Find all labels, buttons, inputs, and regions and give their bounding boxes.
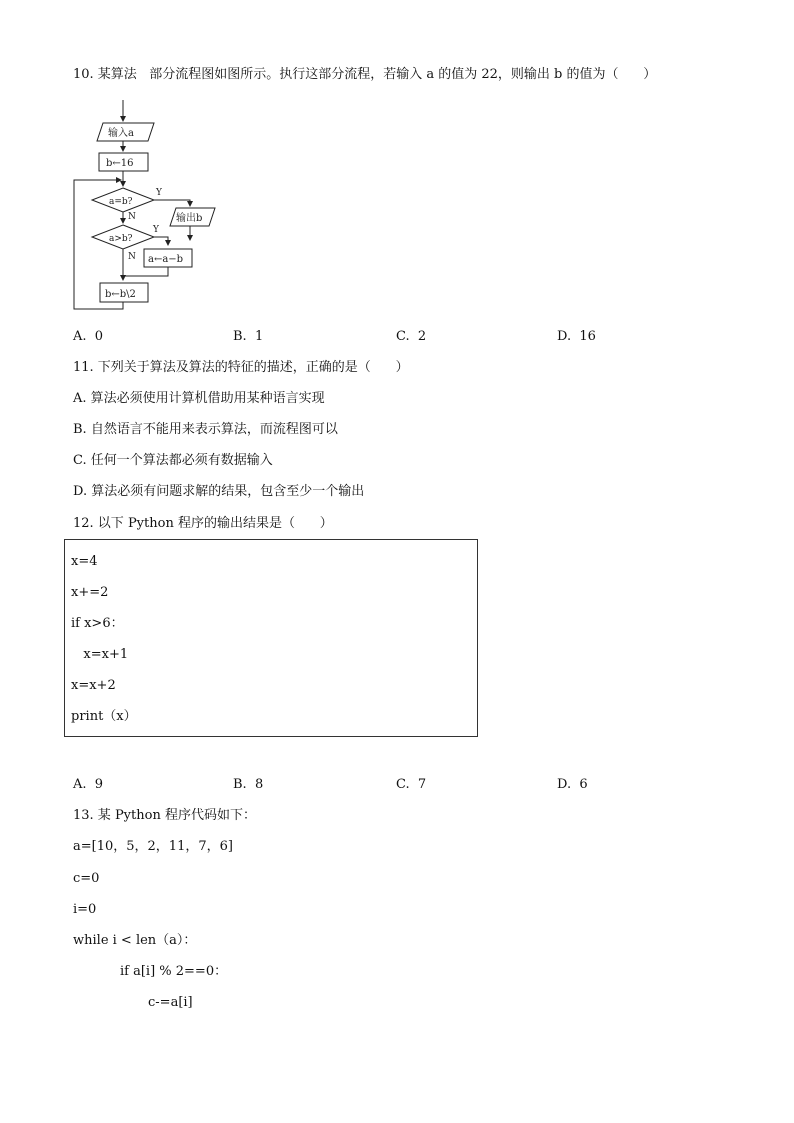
q12-option-b: B. 8 bbox=[233, 777, 264, 792]
q10-stem: 10. 某算法 部分流程图如图所示。执行这部分流程，若输入 a 的值为 22，则输出 b 的值为（ ） bbox=[73, 67, 657, 82]
flow-yes-label-2: Y bbox=[153, 225, 159, 235]
q12-option-d: D. 6 bbox=[557, 777, 588, 792]
q10-option-d: D. 16 bbox=[557, 329, 596, 344]
q12-code-line-3: if x>6： bbox=[71, 616, 124, 631]
q12-option-a: A. 9 bbox=[73, 777, 104, 792]
flowchart bbox=[64, 100, 224, 312]
q11-option-c: C. 任何一个算法都必须有数据输入 bbox=[73, 453, 273, 468]
q13-code-line-5: if a[i] % 2==0： bbox=[120, 964, 228, 979]
q13-code-line-6: c-=a[i] bbox=[148, 995, 193, 1010]
flow-assign-label: a←a−b bbox=[148, 254, 184, 265]
flow-init-label: b←16 bbox=[106, 158, 134, 169]
flow-input-label: 输入a bbox=[108, 128, 134, 139]
q13-code-line-1: a=[10，5，2，11，7，6] bbox=[73, 839, 233, 854]
q10-option-c: C. 2 bbox=[396, 329, 427, 344]
q13-code-line-3: i=0 bbox=[73, 902, 97, 917]
q11-option-a: A. 算法必须使用计算机借助用某种语言实现 bbox=[73, 391, 325, 406]
flow-cond1-label: a=b? bbox=[109, 197, 133, 207]
flow-yes-label-1: Y bbox=[156, 188, 162, 198]
q11-option-b: B. 自然语言不能用来表示算法，而流程图可以 bbox=[73, 422, 338, 437]
q11-stem: 11. 下列关于算法及算法的特征的描述，正确的是（ ） bbox=[73, 360, 409, 375]
q12-code-line-4: x=x+1 bbox=[71, 647, 129, 662]
q12-option-c: C. 7 bbox=[396, 777, 427, 792]
q12-code-line-6: print（x） bbox=[71, 709, 137, 724]
q13-code-line-4: while i < len（a）： bbox=[73, 933, 197, 948]
q12-code-line-2: x+=2 bbox=[71, 585, 109, 600]
q13-stem: 13. 某 Python 程序代码如下： bbox=[73, 808, 256, 823]
q11-option-d: D. 算法必须有问题求解的结果，包含至少一个输出 bbox=[73, 484, 365, 499]
q10-option-b: B. 1 bbox=[233, 329, 264, 344]
flow-no-label-1: N bbox=[128, 212, 136, 222]
q10-option-a: A. 0 bbox=[73, 329, 104, 344]
q12-code-line-5: x=x+2 bbox=[71, 678, 116, 693]
flow-no-label-2: N bbox=[128, 252, 136, 262]
flow-output-label: 输出b bbox=[176, 213, 203, 224]
q12-code-box bbox=[64, 539, 478, 737]
q12-code-line-1: x=4 bbox=[71, 554, 98, 569]
q13-code-line-2: c=0 bbox=[73, 871, 100, 886]
flow-cond2-label: a>b? bbox=[109, 234, 133, 244]
flow-update-label: b←b\2 bbox=[105, 289, 136, 300]
q12-stem: 12. 以下 Python 程序的输出结果是（ ） bbox=[73, 516, 333, 531]
